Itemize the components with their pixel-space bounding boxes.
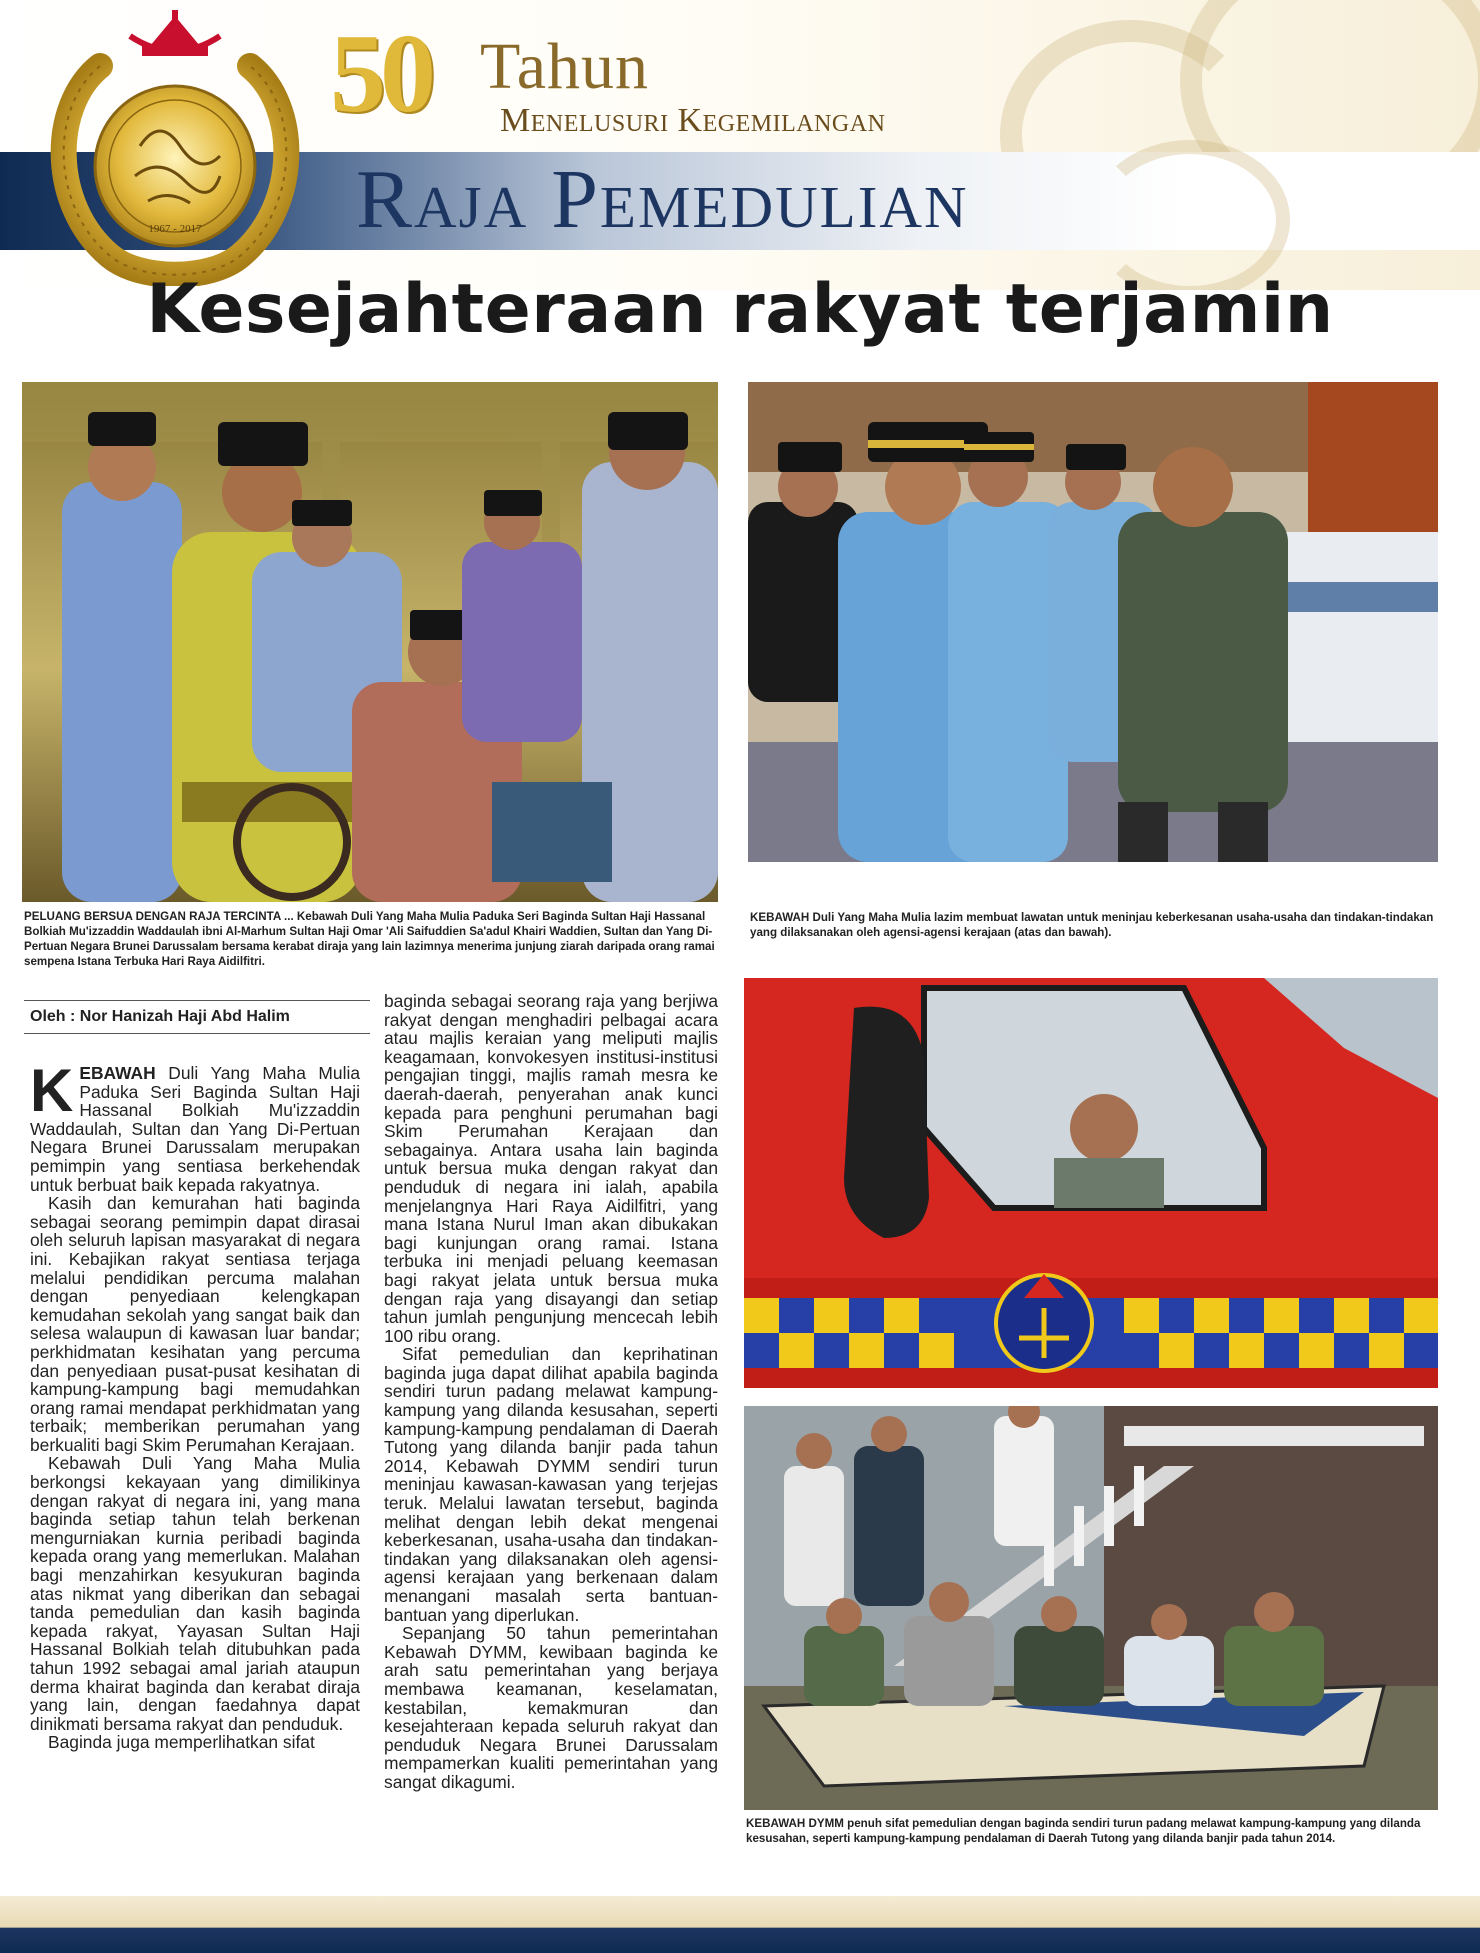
caption-open-house-text: Kebawah Duli Yang Maha Mulia Paduka Seri Baginda Sultan Haji Hassanal Bolkiah Mu'izzaddin Waddaulah ibni Al-Marhum Sultan Haji Omar 'Ali Saifuddien Sa'adul Khairi Waddien, Sultan dan Yang Di-Pertuan Negara Brunei Darussalam bersama kerabat diraja yang lain lazimnya menerima junjung ziarah daripada orang ramai sempena Istana Terbuka Hari Raya Aidilfitri.: [24, 910, 715, 968]
article-paragraph: [30, 1057, 360, 1195]
series-title: Raja Pemedulian: [356, 153, 969, 246]
jubilee-tahun: Tahun: [480, 30, 650, 103]
article-paragraph: Sifat pemedulian dan keprihatinan baginda juga dapat dilihat apabila baginda sendiri turun padang melawat kampung-kampung yang dilanda kesusahan, seperti kampung-kampung pendalaman di Daerah Tutong yang dilanda banjir pada tahun 2014, Kebawah DYMM sendiri turun meninjau kawasan-kawasan yang terjejas teruk. Melalui lawatan tersebut, baginda melihat dengan lebih dekat mengenai keberkesanan, usaha-usaha dan tindakan-tindakan yang dilaksanakan oleh agensi-agensi kerajaan yang berkenaan dalam menangani masalah serta bantuan-bantuan yang diperlukan.: [384, 1344, 718, 1625]
photo-agency-visit: [748, 382, 1438, 862]
caption-agency-visit: KEBAWAH Duli Yang Maha Mulia lazim membuat lawatan untuk meninjau keberkesanan usaha-usaha dan tindakan-tindakan yang dilaksanakan oleh agensi-agensi kerajaan (atas dan bawah).: [750, 911, 1434, 939]
emblem-years: 1967 - 2017: [148, 223, 202, 235]
photo-fire-vehicle: [744, 978, 1438, 1388]
caption-flood-visit: KEBAWAH DYMM penuh sifat pemedulian dengan baginda sendiri turun padang melawat kampung-kampung yang dilanda kesusahan, seperti kampung-kampung pendalaman di Daerah Tutong yang dilanda banjir pada tahun 2014.: [746, 1817, 1421, 1845]
article-paragraph: Sepanjang 50 tahun pemerintahan Kebawah DYMM, kewibaan baginda ke arah satu pemerintahan yang berjaya membawa keamanan, keselamatan, kestabilan, kemakmuran dan kesejahteraan kepada seluruh rakyat dan penduduk Negara Brunei Darussalam mempamerkan kualiti pemerintahan yang sangat dikagumi.: [384, 1623, 718, 1792]
article-paragraph: Kebawah Duli Yang Maha Mulia berkongsi kekayaan yang dimilikinya dengan rakyat di negara ini, yang mana baginda setiap tahun telah berkenan mengurniakan kurnia peribadi baginda kepada orang yang memerlukan. Malahan bagi menzahirkan kesyukuran baginda atas nikmat yang diberikan dan sebagai tanda pemedulian dan kasih baginda kepada rakyat, Yayasan Sultan Haji Hassanal Bolkiah telah ditubuhkan pada tahun 1992 sebagai amal jariah ataupun derma khairat baginda dan kerabat diraja yang lain, dengan faedahnya dapat dinikmati bersama rakyat dan penduduk.: [30, 1453, 360, 1734]
jubilee-number: 50: [330, 12, 430, 136]
article-paragraph: Kasih dan kemurahan hati baginda sebagai seorang pemimpin dapat dirasai oleh seluruh lapisan masyarakat di negara ini. Kebajikan rakyat sentiasa terjaga melalui pendidikan percuma malahan dengan penyediaan kelengkapan kemudahan sekolah yang sangat baik dan selesa walaupun di kawasan luar bandar; perkhidmatan kesihatan yang percuma dan penyediaan pusat-pusat kesihatan di kampung-kampung bagi memudahkan orang ramai mendapat perkhidmatan yang terbaik; memberikan perumahan yang berkualiti bagi Skim Perumahan Kerajaan.: [30, 1193, 360, 1455]
article-byline: Oleh : Nor Hanizah Haji Abd Halim: [24, 1000, 370, 1034]
article-paragraph: Baginda juga memperlihatkan sifat: [48, 1732, 315, 1753]
drop-cap: K: [30, 1057, 74, 1124]
article-headline: Kesejahteraan rakyat terjamin: [146, 270, 1334, 349]
article-paragraph: baginda sebagai seorang raja yang berjiwa rakyat dengan menghadiri pelbagai acara atau majlis keraian yang meliputi majlis keagamaan, konvokesyen institusi-institusi pengajian tinggi, majlis ramah mesra ke daerah-daerah, penyerahan anak kunci kepada para penghuni perumahan bagi Skim Perumahan Kerajaan dan sebagainya. Antara usaha lain baginda untuk bersua muka dengan rakyat dan penduduk di negara ini ialah, apabila menjelangnya Hari Raya Aidilfitri, yang mana Istana Nurul Iman akan dibukakan bagi kunjungan orang ramai. Istana terbuka ini menjadi peluang keemasan bagi rakyat jelata untuk bersua muka dengan raja yang disayangi dan setiap tahun jumlah pengunjung mencecah lebih 100 ribu orang.: [384, 991, 718, 1346]
jubilee-subtitle: Menelusuri Kegemilangan: [500, 102, 886, 139]
page-footer-band: [0, 1896, 1480, 1953]
paragraph-text: Duli Yang Maha Mulia Paduka Seri Baginda Sultan Haji Hassanal Bolkiah Mu'izzaddin Waddaulah, Sultan dan Yang Di-Pertuan Negara Brunei Darussalam merupakan pemimpin yang sentiasa berkehendak untuk berbuat baik kepada rakyatnya.: [30, 1063, 360, 1195]
photo-open-house: [22, 382, 718, 902]
article-column-2: [384, 992, 718, 1792]
article-column-1: [30, 1057, 360, 1753]
caption-open-house: [24, 909, 724, 969]
photo-flood-visit: [744, 1406, 1438, 1810]
drop-cap-word: EBAWAH: [79, 1063, 156, 1083]
golden-jubilee-emblem-icon: [30, 6, 320, 286]
caption-open-house-lead: PELUANG BERSUA DENGAN RAJA TERCINTA ...: [24, 910, 294, 923]
masthead: [0, 0, 1480, 290]
ornament-swirl: [1090, 140, 1290, 290]
